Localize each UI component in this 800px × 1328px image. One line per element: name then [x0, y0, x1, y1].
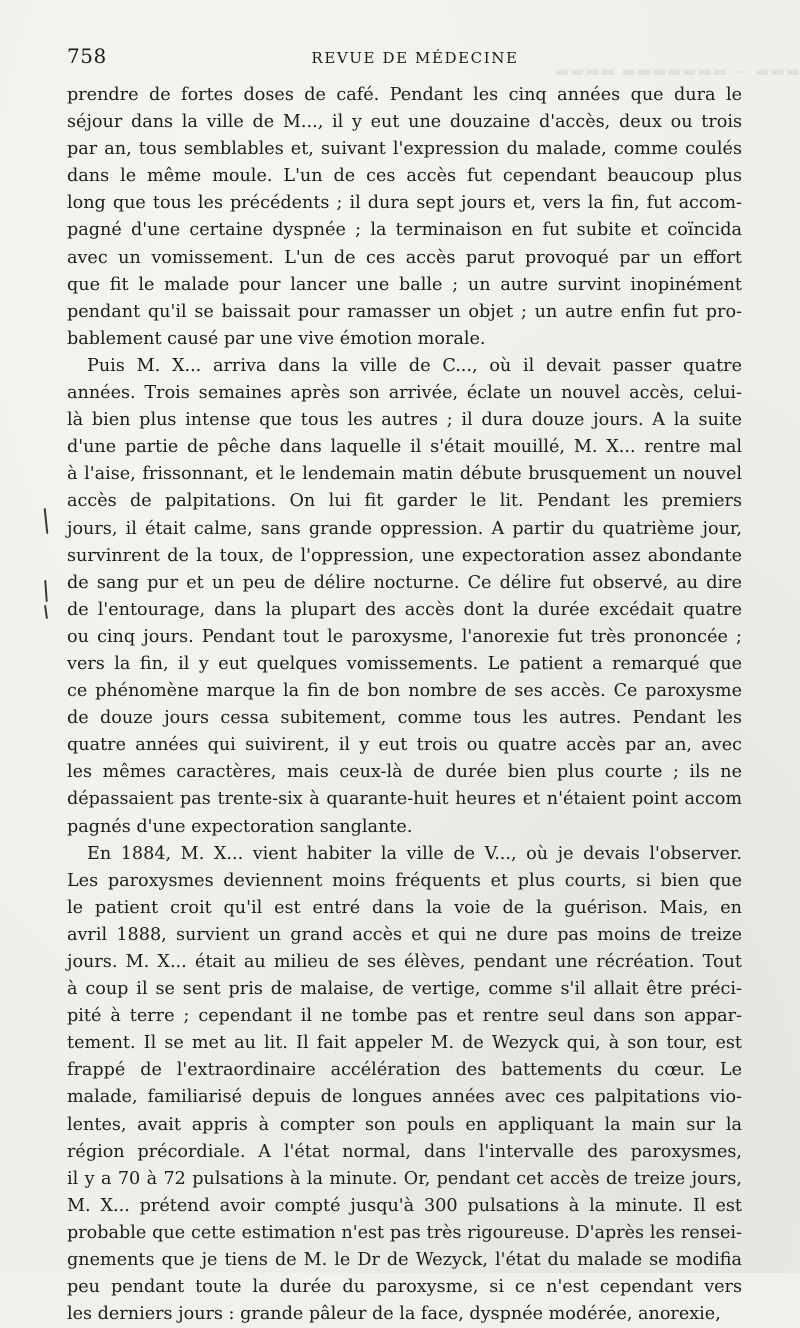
text-line: peu pendant toute la durée du paroxysme, si ce n'est cependant vers [67, 1277, 742, 1298]
text-line: jours, il était calme, sans grande oppression. A partir du quatrième jour, [67, 518, 742, 539]
text-line: accès de palpitations. On lui fit garder le lit. Pendant les premiers [67, 491, 742, 512]
text-line: de sang pur et un peu de délire nocturne. Ce délire fut observé, au dire [67, 572, 742, 593]
text-line: dépassaient pas trente-six à quarante-huit heures et n'étaient point accom [67, 789, 742, 810]
text-line: à l'aise, frissonnant, et le lendemain matin débute brusquement un nouvel [67, 464, 742, 485]
text-line: frappé de l'extraordinaire accélération des battements du cœur. Le [67, 1060, 742, 1081]
text-line: bablement causé par une vive émotion morale. [67, 328, 486, 349]
text-line: à coup il se sent pris de malaise, de vertige, comme s'il allait être préci- [67, 979, 742, 1000]
text-line: ou cinq jours. Pendant tout le paroxysme, l'anorexie fut très prononcée ; [67, 626, 742, 647]
running-title: REVUE DE MÉDECINE [311, 49, 519, 67]
text-line: vers la fin, il y eut quelques vomissements. Le patient a remarqué que [67, 653, 742, 674]
text-line: pagné d'une certaine dyspnée ; la terminaison en fut subite et coïncida [67, 220, 742, 241]
text-line: long que tous les précédents ; il dura sept jours et, vers la fin, fut accom- [67, 193, 742, 214]
text-line: région précordiale. A l'état normal, dans l'intervalle des paroxysmes, [67, 1141, 742, 1162]
text-line: pagnés d'une expectoration sanglante. [67, 816, 413, 837]
text-line: ce phénomène marque la fin de bon nombre de ses accès. Ce paroxysme [67, 681, 742, 702]
text-line: quatre années qui suivirent, il y eut trois ou quatre accès par an, avec [67, 735, 742, 756]
text-line: de l'entourage, dans la plupart des accès dont la durée excédait quatre [67, 599, 742, 620]
text-line: années. Trois semaines après son arrivée, éclate un nouvel accès, celui- [67, 383, 742, 404]
text-line: gnements que je tiens de M. le Dr de Wezyck, l'état du malade se modifia [67, 1250, 742, 1271]
text-line: avril 1888, survient un grand accès et qui ne dure pas moins de treize [67, 924, 742, 945]
text-line: d'une partie de pêche dans laquelle il s'était mouillé, M. X... rentre mal [67, 437, 742, 458]
text-line: séjour dans la ville de M..., il y eut une douzaine d'accès, deux ou trois [67, 112, 742, 133]
text-line: que fit le malade pour lancer une balle ; un autre survint inopinément [67, 274, 742, 295]
text-line: prendre de fortes doses de café. Pendant les cinq années que dura le [67, 85, 742, 105]
text-line: pité à terre ; cependant il ne tombe pas et rentre seul dans son appar- [67, 1006, 742, 1027]
text-line: là bien plus intense que tous les autres ; il dura douze jours. A la suite [67, 410, 742, 431]
text-line: survinrent de la toux, de l'oppression, une expectoration assez abondante [67, 545, 742, 566]
margin-mark [44, 605, 48, 619]
text-line: En 1884, M. X... vient habiter la ville de V..., où je devais l'observer. [87, 843, 742, 864]
text-line: il y a 70 à 72 pulsations à la minute. Or, pendant cet accès de treize jours, [67, 1168, 742, 1189]
text-line: Les paroxysmes deviennent moins fréquents et plus courts, si bien que [67, 870, 742, 891]
text-line: Puis M. X... arriva dans la ville de C..., où il devait passer quatre [87, 355, 742, 376]
text-line: le patient croit qu'il est entré dans la voie de la guérison. Mais, en [67, 897, 742, 918]
body-text [67, 82, 742, 1328]
text-line: tement. Il se met au lit. Il fait appeler M. de Wezyck qui, à son tour, est [67, 1033, 742, 1054]
text-line: par an, tous semblables et, suivant l'expression du malade, comme coulés [67, 139, 742, 160]
text-line: probable que cette estimation n'est pas très rigoureuse. D'après les rensei- [67, 1222, 742, 1243]
text-line: jours. M. X... était au milieu de ses élèves, pendant une récréation. Tout [67, 952, 742, 972]
text-line: pendant qu'il se baissait pour ramasser un objet ; un autre enfin fut pro- [67, 301, 742, 322]
page-number: 758 [67, 44, 107, 68]
text-line: M. X... prétend avoir compté jusqu'à 300 pulsations à la minute. Il est [67, 1195, 742, 1216]
text-line: lentes, avait appris à compter son pouls en appliquant la main sur la [67, 1114, 742, 1135]
text-line: malade, familiarisé depuis de longues années avec ces palpitations vio- [67, 1087, 742, 1108]
text-line: les derniers jours : grande pâleur de la face, dyspnée modérée, anorexie, [67, 1304, 721, 1325]
text-line: les mêmes caractères, mais ceux-là de durée bien plus courte ; ils ne [67, 762, 742, 783]
margin-mark [44, 580, 48, 602]
bleed-through-glyphs: ▬▬▬ — ▬▬▬▬▬▬▬ ▬▬▬▬ [554, 62, 800, 80]
text-line: dans le même moule. L'un de ces accès fut cependant beaucoup plus [67, 166, 742, 187]
text-line: de douze jours cessa subitement, comme tous les autres. Pendant les [67, 708, 742, 729]
page-header [0, 40, 800, 80]
text-line: avec un vomissement. L'un de ces accès parut provoqué par un effort [67, 247, 742, 268]
margin-mark [44, 508, 49, 534]
